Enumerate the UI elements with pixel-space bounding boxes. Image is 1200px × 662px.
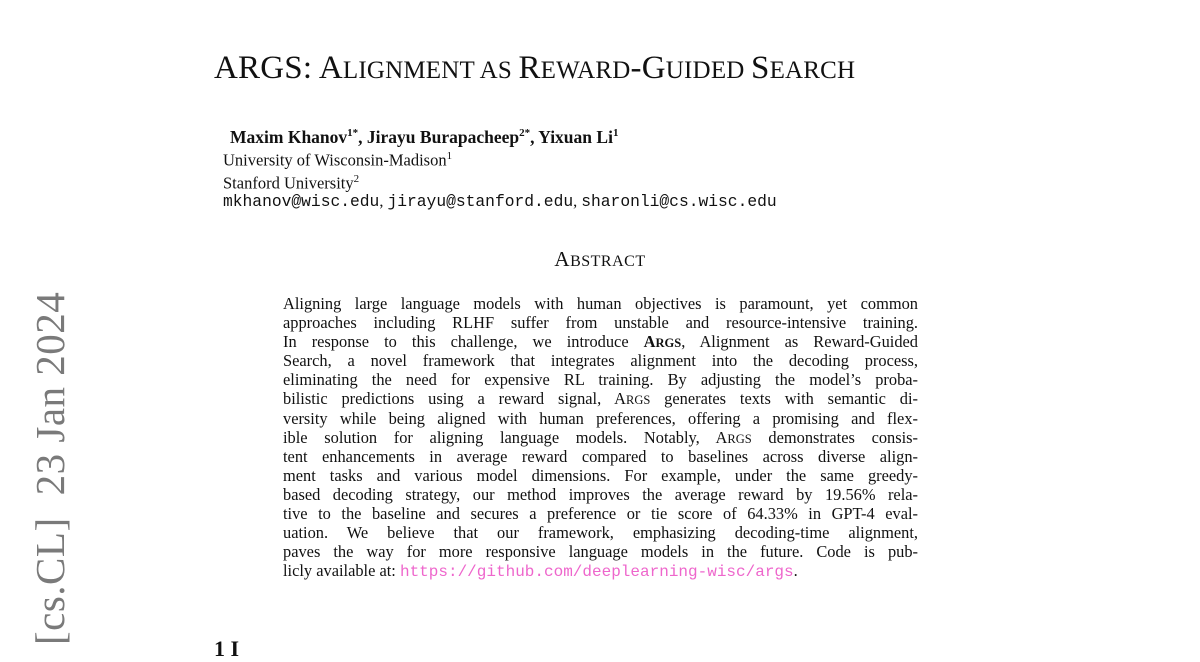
method-name-cap: A [643,332,656,352]
affiliation-mark: 2 [353,173,360,185]
author-name: Yixuan Li [538,126,613,147]
abstract-text: licly available at: [283,561,400,581]
abstract-text: , Alignment as Reward-Guided [681,332,918,352]
abstract-line: versity while being aligned with human preferences, offering a promising and flex- [283,408,918,428]
code-link[interactable]: https://github.com/deeplearning-wisc/args [399,563,794,582]
author-affiliation-mark: 1 [612,127,619,139]
title-part: LIGNMENT AS [342,57,519,84]
abstract-line: uation. We believe that our framework, emphasizing decoding-time alignment, [283,523,918,543]
email-separator: , [379,191,388,210]
abstract-line: ment tasks and various model dimensions. For example, under the same greedy- [283,465,918,485]
section-heading-partial: 1 I [214,636,240,661]
author-name: Maxim Khanov [230,126,348,147]
abstract-line: approaches including RLHF suffer from unstable and resource-intensive training. [283,313,918,333]
abstract-line: based decoding strategy, our method improves the average reward by 19.56% rela- [283,484,918,504]
abstract-line: tive to the baseline and secures a preference or tie score of 64.33% in GPT-4 eval- [283,504,918,524]
title-part: EARCH [769,57,856,84]
arxiv-date: 23 Jan 2024 [27,291,73,496]
abstract-line: Search, a novel framework that integrates alignment into the decoding process, [283,351,918,371]
affiliation-mark: 1 [446,150,453,162]
affiliation-name: University of Wisconsin-Madison [223,150,447,170]
affiliation-name: Stanford University [223,173,354,193]
abstract-line: eliminating the need for expensive RL training. By adjusting the model’s proba- [283,370,918,390]
email-separator: , [573,191,582,210]
abstract-text: ible solution for aligning language models. Notably, [283,427,716,447]
author-separator: , [530,126,539,147]
email: jirayu@stanford.edu [387,192,574,211]
method-name [614,389,650,408]
abstract-text: bilistic predictions using a reward signal, [283,389,615,409]
paper-title [214,49,855,90]
email: mkhanov@wisc.edu [223,192,380,211]
email: sharonli@cs.wisc.edu [581,192,777,211]
method-name-cap: A [614,389,626,409]
abstract-text: In response to this challenge, we introduce [283,332,644,352]
author-affiliation-mark: 1* [347,127,359,139]
abstract-line [283,428,918,447]
method-name [644,332,682,351]
abstract-heading-cap: A [554,247,571,271]
title-part: UIDED [665,57,751,84]
abstract-line [283,332,918,351]
method-name-rest: RGS [626,393,651,408]
author-separator: , [358,126,367,147]
abstract-line [283,389,918,408]
author-affiliation-mark: 2* [519,127,531,139]
abstract-body [283,294,918,580]
title-part: A [318,50,343,86]
author-list [230,122,618,148]
method-name [716,428,752,447]
title-part: -G [630,50,666,86]
author-emails [223,190,777,213]
abstract-line [283,561,918,580]
arxiv-stamp [28,292,72,645]
abstract-heading-rest: BSTRACT [570,253,646,270]
abstract-heading [0,246,1200,275]
abstract-text: demonstrates consis- [751,427,918,447]
abstract-text: generates texts with semantic di- [650,389,918,409]
method-name-rest: RGS [655,336,682,351]
method-name-cap: A [715,427,728,447]
title-part: R [518,50,541,86]
abstract-line: paves the way for more responsive language models in the future. Code is pub- [283,542,918,562]
abstract-line: tent enhancements in average reward compared to baselines across diverse align- [283,446,918,466]
abstract-text: . [793,561,798,581]
title-part: EWARD [540,57,631,84]
author-name: Jirayu Burapacheep [366,126,520,147]
abstract-line: Aligning large language models with human objectives is paramount, yet common [283,294,918,313]
title-part: S [751,50,770,86]
method-name-rest: RGS [727,431,752,446]
title-part: ARGS: [214,50,319,86]
arxiv-category: [cs.CL] [27,517,73,645]
